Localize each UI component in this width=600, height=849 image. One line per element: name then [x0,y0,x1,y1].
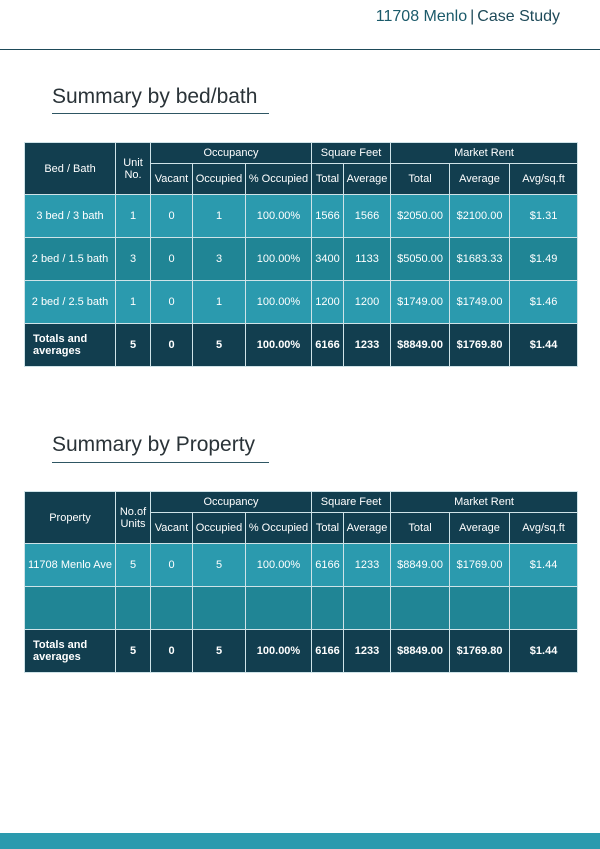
col-header-rent-average: Average [450,164,510,195]
unit-count: 3 [116,238,151,281]
sqft-total: 1566 [312,195,344,238]
sqft-total: 6166 [312,630,344,673]
bedbath-summary-table [24,142,578,367]
vacant-count: 0 [151,238,193,281]
sqft-average: 1233 [344,630,391,673]
col-header-sqft-total: Total [312,164,344,195]
pct-occupied: 100.00% [246,238,312,281]
sqft-average: 1233 [344,544,391,587]
unit-count: 1 [116,195,151,238]
vacant-count: 0 [151,630,193,673]
group-header-occupancy: Occupancy [151,492,312,513]
table-header-row [25,143,578,164]
sqft-total: 1200 [312,281,344,324]
pct-occupied: 100.00% [246,324,312,367]
col-header-occupied: Occupied [193,164,246,195]
rent-total: $1749.00 [391,281,450,324]
sqft-average: 1133 [344,238,391,281]
page-header [0,0,600,50]
col-header-rent-total: Total [391,164,450,195]
footer-bar [0,833,600,849]
row-label: 2 bed / 1.5 bath [25,238,116,281]
pct-occupied: 100.00% [246,630,312,673]
totals-label: Totals and averages [25,630,116,673]
sqft-average: 1200 [344,281,391,324]
table-row [25,281,578,324]
title-separator: | [470,8,475,25]
col-header-vacant: Vacant [151,513,193,544]
col-header-occupied: Occupied [193,513,246,544]
vacant-count: 0 [151,544,193,587]
group-header-square-feet: Square Feet [312,492,391,513]
occupied-count: 1 [193,195,246,238]
property-section-title: Summary by Property [52,433,256,456]
vacant-count: 0 [151,324,193,367]
group-header-market-rent: Market Rent [391,492,578,513]
unit-count: 5 [116,544,151,587]
row-label: 11708 Menlo Ave [25,544,116,587]
pct-occupied: 100.00% [246,544,312,587]
sqft-total: 3400 [312,238,344,281]
col-header-property: Property [25,492,116,544]
unit-count: 1 [116,281,151,324]
occupied-count: 1 [193,281,246,324]
empty-table-row [25,587,578,630]
avg-per-sqft: $1.44 [510,324,578,367]
table-row [25,544,578,587]
avg-per-sqft: $1.31 [510,195,578,238]
col-header-avg-sqft: Avg/sq.ft [510,513,578,544]
pct-occupied: 100.00% [246,281,312,324]
col-header-rent-total: Total [391,513,450,544]
rent-total: $5050.00 [391,238,450,281]
row-label: 2 bed / 2.5 bath [25,281,116,324]
avg-per-sqft: $1.44 [510,630,578,673]
sqft-total: 6166 [312,544,344,587]
group-header-square-feet: Square Feet [312,143,391,164]
rent-average: $1769.80 [450,324,510,367]
rent-average: $2100.00 [450,195,510,238]
unit-count: 5 [116,630,151,673]
avg-per-sqft: $1.46 [510,281,578,324]
totals-label: Totals and averages [25,324,116,367]
property-summary-table [24,491,578,673]
avg-per-sqft: $1.49 [510,238,578,281]
table-row [25,238,578,281]
sqft-average: 1566 [344,195,391,238]
col-header-sqft-total: Total [312,513,344,544]
rent-average: $1769.80 [450,630,510,673]
totals-row [25,324,578,367]
vacant-count: 0 [151,195,193,238]
occupied-count: 5 [193,544,246,587]
col-header-pct-occupied: % Occupied [246,513,312,544]
col-header-avg-sqft: Avg/sq.ft [510,164,578,195]
col-header-sqft-average: Average [344,164,391,195]
bedbath-section-title: Summary by bed/bath [52,85,258,108]
col-header-sqft-average: Average [344,513,391,544]
pct-occupied: 100.00% [246,195,312,238]
occupied-count: 5 [193,630,246,673]
row-label: 3 bed / 3 bath [25,195,116,238]
document-subtitle: Case Study [477,8,560,25]
unit-count: 5 [116,324,151,367]
table-row [25,195,578,238]
group-header-occupancy: Occupancy [151,143,312,164]
rent-average: $1769.00 [450,544,510,587]
rent-total: $8849.00 [391,544,450,587]
rent-total: $8849.00 [391,630,450,673]
rent-average: $1749.00 [450,281,510,324]
brand-name: 11708 Menlo [375,8,468,25]
vacant-count: 0 [151,281,193,324]
sqft-average: 1233 [344,324,391,367]
table-header-row [25,492,578,513]
rent-total: $2050.00 [391,195,450,238]
col-header-pct-occupied: % Occupied [246,164,312,195]
occupied-count: 3 [193,238,246,281]
group-header-market-rent: Market Rent [391,143,578,164]
col-header-vacant: Vacant [151,164,193,195]
col-header-rent-average: Average [450,513,510,544]
document-title [376,8,560,26]
avg-per-sqft: $1.44 [510,544,578,587]
col-header-no-units: No.of Units [116,492,151,544]
sqft-total: 6166 [312,324,344,367]
col-header-unit-no: Unit No. [116,143,151,195]
totals-row [25,630,578,673]
bedbath-title-rule [52,113,269,114]
occupied-count: 5 [193,324,246,367]
rent-average: $1683.33 [450,238,510,281]
col-header-bed-bath: Bed / Bath [25,143,116,195]
property-title-rule [52,462,269,463]
rent-total: $8849.00 [391,324,450,367]
